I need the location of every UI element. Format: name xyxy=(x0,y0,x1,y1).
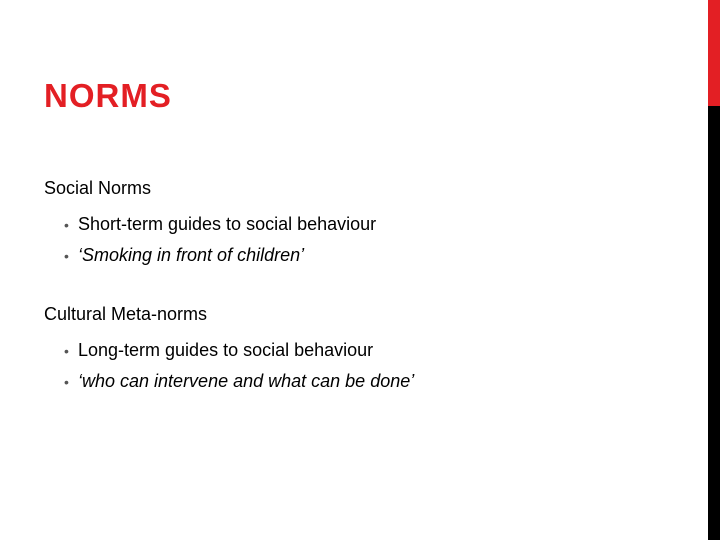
side-bar-accent xyxy=(708,0,720,106)
bullet-text: Long-term guides to social behaviour xyxy=(78,340,374,360)
section-heading-social-norms: Social Norms xyxy=(44,178,152,198)
slide-content xyxy=(44,176,684,400)
bullet-list-social-norms xyxy=(44,212,684,268)
bullet-icon: • xyxy=(64,217,69,233)
bullet-icon: • xyxy=(64,248,69,264)
bullet-text: Short-term guides to social behaviour xyxy=(78,214,377,234)
section-spacer xyxy=(44,274,684,302)
bullet-text: ‘Smoking in front of children’ xyxy=(78,245,305,265)
list-item xyxy=(64,243,684,268)
bullet-icon: • xyxy=(64,343,69,359)
slide-title: NORMS xyxy=(44,77,172,114)
list-item xyxy=(64,338,684,363)
list-item xyxy=(64,212,684,237)
bullet-list-cultural-meta-norms xyxy=(44,338,684,394)
bullet-icon: • xyxy=(64,374,69,390)
side-bar xyxy=(708,0,720,540)
bullet-text: ‘who can intervene and what can be done’ xyxy=(78,371,415,391)
section-heading-cultural-meta-norms: Cultural Meta-norms xyxy=(44,304,208,324)
list-item xyxy=(64,369,684,394)
